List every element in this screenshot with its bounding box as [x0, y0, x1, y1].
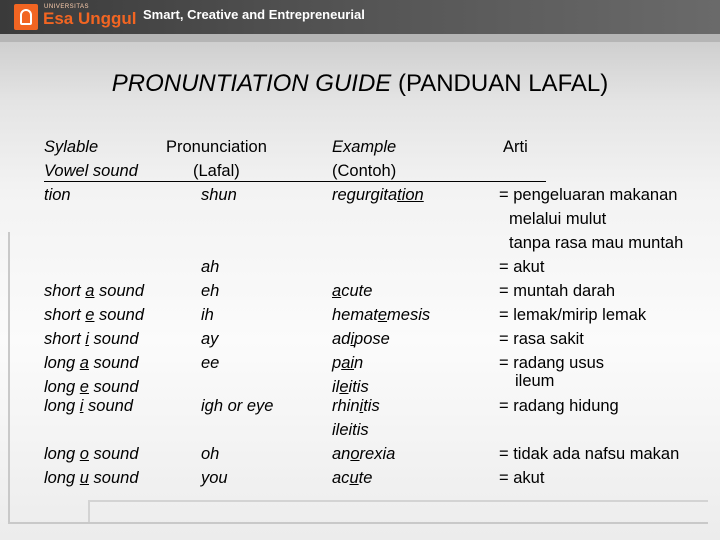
arti-r0c: tanpa rasa mau muntah — [509, 234, 684, 252]
arti-r1: = akut — [499, 258, 545, 276]
example-r4: pain — [332, 354, 364, 372]
title-normal: (PANDUAN LAFAL) — [391, 70, 609, 97]
syllable-column-lower — [44, 394, 139, 490]
pron-r3: ih — [201, 306, 214, 324]
syllable-column — [44, 135, 144, 399]
syllable-r0: tion — [44, 186, 71, 204]
arti-r8: = akut — [499, 469, 545, 487]
pron-r5: ee — [201, 354, 220, 372]
example-column-lower — [332, 394, 395, 490]
pron-column — [201, 255, 219, 375]
logo-small-text: UNIVERSITAS — [44, 4, 90, 10]
slide-title — [0, 70, 720, 98]
syllable-r7: long o sound — [44, 445, 139, 463]
arti-r0b: melalui mulut — [509, 210, 607, 228]
arti-r5b: ileum — [515, 372, 555, 390]
frame-line-left — [8, 232, 10, 522]
syllable-r6: long i sound — [44, 397, 133, 415]
arti-r7: = tidak ada nafsu makan — [499, 445, 680, 463]
pron-r1: ah — [201, 258, 220, 276]
syllable-r8: long u sound — [44, 469, 139, 487]
example-r6c: ileitis — [332, 421, 369, 439]
example-r8: acute — [332, 469, 373, 487]
example-column — [332, 135, 430, 399]
header-bar — [0, 0, 720, 34]
pron-column-lower — [201, 394, 273, 490]
arti-r3: = lemak/mirip lemak — [499, 306, 647, 324]
example-r5: ileitis — [332, 378, 369, 396]
pron-r8: you — [201, 469, 228, 487]
logo-text: Esa Unggul — [43, 9, 137, 28]
university-logo-icon — [14, 4, 38, 30]
syllable-header-2: Vowel sound — [44, 162, 138, 180]
syllable-header-1: Sylable — [44, 138, 99, 156]
tagline: Smart, Creative and Entrepreneurial — [143, 7, 365, 22]
frame-line-bottom — [8, 522, 708, 524]
pron-header-1: Pronunciation — [166, 138, 267, 156]
arti-r0a: = pengeluaran makanan — [499, 186, 678, 204]
title-italic: PRONUNTIATION GUIDE — [111, 70, 392, 97]
arti-column-lower — [499, 442, 679, 490]
syllable-r3: short i sound — [44, 330, 139, 348]
arti-r6: = radang hidung — [499, 397, 619, 415]
arti-header: Arti — [503, 138, 528, 156]
pron-r6: igh or eye — [201, 397, 274, 415]
arti-column — [499, 255, 646, 375]
header-band — [0, 34, 720, 42]
example-r1: acute — [332, 282, 373, 300]
example-header-2: (Contoh) — [332, 162, 397, 180]
example-header-1: Example — [332, 138, 397, 156]
frame-line-step — [88, 500, 708, 502]
example-r2: hematemesis — [332, 306, 431, 324]
syllable-r1: short a sound — [44, 282, 145, 300]
arti-r4: = rasa sakit — [499, 330, 584, 348]
syllable-r5: long e sound — [44, 378, 139, 396]
pron-r4: ay — [201, 330, 219, 348]
pron-r7: oh — [201, 445, 220, 463]
frame-line-step-vertical — [88, 500, 90, 522]
example-r6: rhinitis — [332, 397, 380, 415]
syllable-r4: long a sound — [44, 354, 139, 372]
pron-r0: shun — [201, 186, 237, 204]
pron-r2: eh — [201, 282, 220, 300]
arti-r2: = muntah darah — [499, 282, 616, 300]
example-r0: regurgitation — [332, 186, 424, 204]
arti-r5a: = radang usus — [499, 354, 605, 372]
example-r3: adipose — [332, 330, 390, 348]
syllable-r2: short e sound — [44, 306, 145, 324]
example-r7: anorexia — [332, 445, 396, 463]
pron-header-2: (Lafal) — [193, 162, 240, 180]
